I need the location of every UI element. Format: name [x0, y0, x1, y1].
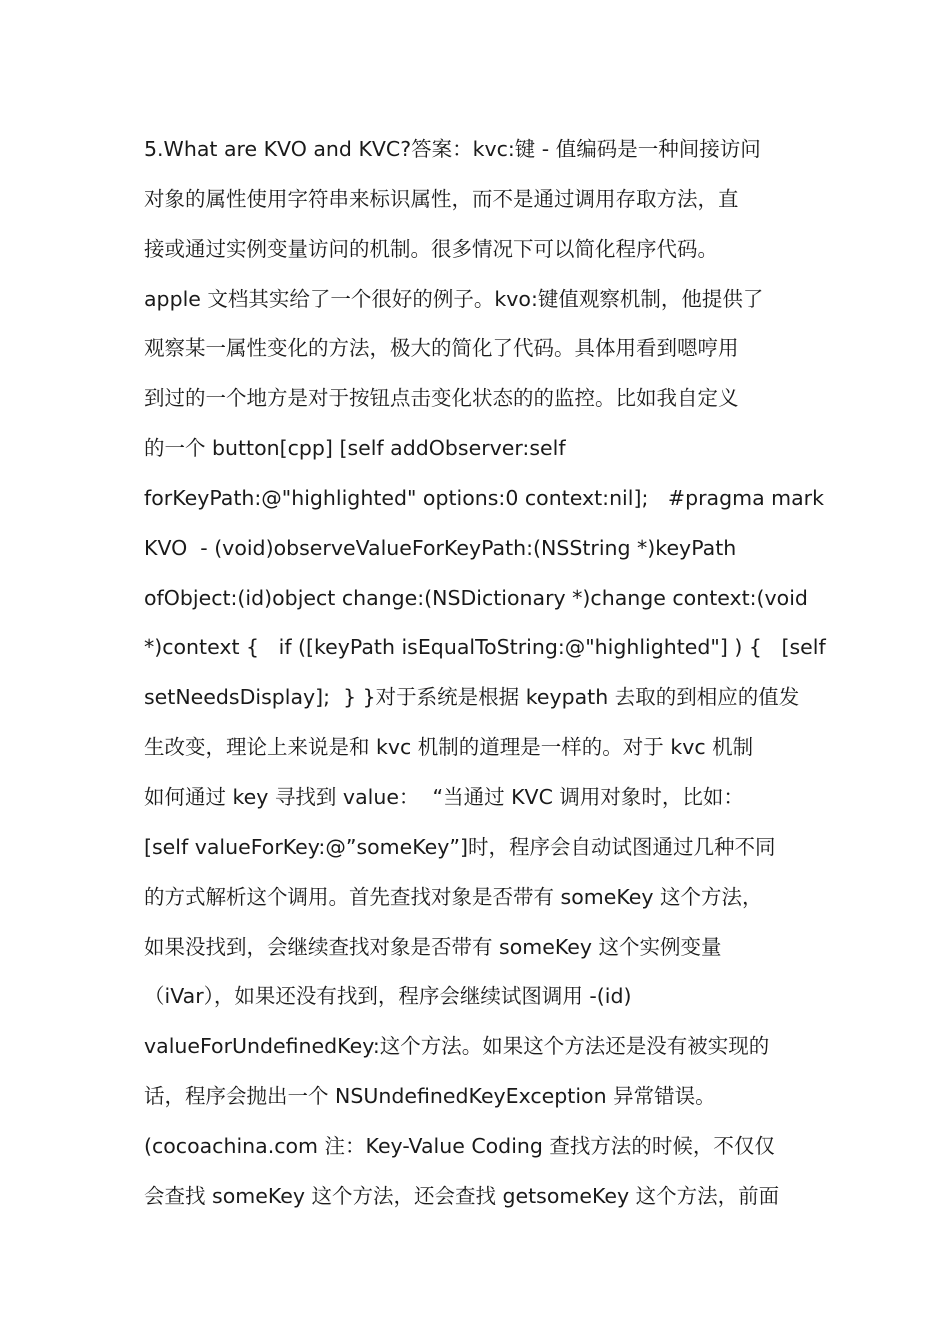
text-line: [self valueForKey:@”someKey”]时，程序会自动试图通过几种不同 — [144, 834, 776, 859]
text-line: 接或通过实例变量访问的机制。很多情况下可以简化程序代码。 — [144, 236, 718, 261]
text-line: 到过的一个地方是对于按钮点击变化状态的的监控。比如我自定义 — [144, 386, 739, 411]
text-line: *)context { if ([keyPath isEqualToString:@"highlighted"] ) { [self — [144, 635, 826, 660]
text-line: KVO - (void)observeValueForKeyPath:(NSString *)keyPath — [144, 535, 737, 560]
text-line: ofObject:(id)object change:(NSDictionary *)change context:(void — [144, 585, 808, 610]
text-line: 如何通过 key 寻找到 value： “当通过 KVC 调用对象时，比如： — [144, 784, 744, 809]
text-line: 的一个 button[cpp] [self addObserver:self — [144, 436, 566, 461]
text-line: 对象的属性使用字符串来标识属性，而不是通过调用存取方法，直 — [144, 186, 739, 211]
text-line: 话，程序会抛出一个 NSUndefinedKeyException 异常错误。 — [144, 1084, 716, 1109]
text-line: apple 文档其实给了一个很好的例子。kvo:键值观察机制，他提供了 — [144, 286, 764, 311]
text-line: valueForUndefinedKey:这个方法。如果这个方法还是没有被实现的 — [144, 1034, 770, 1059]
text-line: forKeyPath:@"highlighted" options:0 context:nil]; #pragma mark — [144, 485, 824, 510]
body-text — [144, 125, 824, 1222]
text-line: setNeedsDisplay]; } }对于系统是根据 keypath 去取的到相应的值发 — [144, 685, 800, 710]
text-line: 会查找 someKey 这个方法，还会查找 getsomeKey 这个方法，前面 — [144, 1183, 780, 1208]
text-line: (cocoachina.com 注：Key-Value Coding 查找方法的时候，不仅仅 — [144, 1133, 775, 1158]
text-line: （iVar），如果还没有找到，程序会继续试图调用 -(id) — [144, 984, 632, 1009]
text-line: 的方式解析这个调用。首先查找对象是否带有 someKey 这个方法， — [144, 884, 763, 909]
text-line: 观察某一属性变化的方法，极大的简化了代码。具体用看到嗯哼用 — [144, 336, 739, 361]
text-line: 生改变，理论上来说是和 kvc 机制的道理是一样的。对于 kvc 机制 — [144, 735, 754, 760]
text-line: 5.What are KVO and KVC?答案：kvc:键 - 值编码是一种间接访问 — [144, 137, 761, 161]
text-line: 如果没找到，会继续查找对象是否带有 someKey 这个实例变量 — [144, 934, 722, 959]
